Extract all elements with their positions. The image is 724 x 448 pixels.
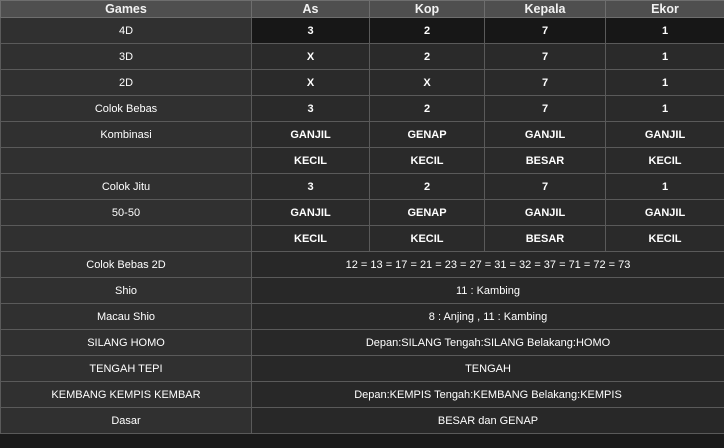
cell-as: 3 [252, 96, 370, 122]
row-value: BESAR dan GENAP [252, 408, 724, 434]
table-row-wide [1, 278, 724, 304]
cell-ekor: KECIL [606, 148, 724, 174]
header-as: As [252, 1, 370, 18]
cell-as: GANJIL [252, 200, 370, 226]
table-row [1, 70, 724, 96]
header-kop: Kop [370, 1, 485, 18]
row-label: TENGAH TEPI [1, 356, 252, 382]
row-label: Kombinasi [1, 122, 252, 148]
cell-kepala: BESAR [485, 226, 606, 252]
table-row [1, 122, 724, 148]
row-label: Colok Jitu [1, 174, 252, 200]
row-value: TENGAH [252, 356, 724, 382]
cell-as: GANJIL [252, 122, 370, 148]
cell-kepala: 7 [485, 18, 606, 44]
cell-ekor: 1 [606, 96, 724, 122]
row-label [1, 226, 252, 252]
row-value: 11 : Kambing [252, 278, 724, 304]
cell-kop: GENAP [370, 122, 485, 148]
cell-as: 3 [252, 174, 370, 200]
cell-kepala: 7 [485, 96, 606, 122]
header-kepala: Kepala [485, 1, 606, 18]
cell-kop: KECIL [370, 148, 485, 174]
table-row [1, 174, 724, 200]
row-label: 4D [1, 18, 252, 44]
cell-ekor: 1 [606, 174, 724, 200]
cell-kepala: 7 [485, 70, 606, 96]
table-row [1, 148, 724, 174]
table-row-wide [1, 252, 724, 278]
cell-ekor: GANJIL [606, 122, 724, 148]
row-label: Colok Bebas 2D [1, 252, 252, 278]
table-row [1, 44, 724, 70]
cell-ekor: GANJIL [606, 200, 724, 226]
row-label: Colok Bebas [1, 96, 252, 122]
row-value: Depan:SILANG Tengah:SILANG Belakang:HOMO [252, 330, 724, 356]
table-row-wide [1, 304, 724, 330]
table-row-wide [1, 356, 724, 382]
cell-kepala: GANJIL [485, 200, 606, 226]
row-label: KEMBANG KEMPIS KEMBAR [1, 382, 252, 408]
cell-kepala: 7 [485, 44, 606, 70]
cell-kop: 2 [370, 44, 485, 70]
row-value: 12 = 13 = 17 = 21 = 23 = 27 = 31 = 32 = 37 = 71 = 72 = 73 [252, 252, 724, 278]
table-row [1, 96, 724, 122]
cell-kop: GENAP [370, 200, 485, 226]
cell-as: 3 [252, 18, 370, 44]
cell-kop: 2 [370, 96, 485, 122]
row-label: Dasar [1, 408, 252, 434]
row-label [1, 148, 252, 174]
cell-as: KECIL [252, 226, 370, 252]
table-row [1, 200, 724, 226]
cell-kepala: GANJIL [485, 122, 606, 148]
table-row-wide [1, 408, 724, 434]
row-label: Shio [1, 278, 252, 304]
cell-as: X [252, 44, 370, 70]
cell-ekor: 1 [606, 70, 724, 96]
header-ekor: Ekor [606, 1, 724, 18]
cell-kop: X [370, 70, 485, 96]
header-games: Games [1, 1, 252, 18]
table-row [1, 226, 724, 252]
cell-kop: 2 [370, 18, 485, 44]
row-label: Macau Shio [1, 304, 252, 330]
cell-kop: 2 [370, 174, 485, 200]
row-value: 8 : Anjing , 11 : Kambing [252, 304, 724, 330]
table-row-wide [1, 382, 724, 408]
cell-ekor: 1 [606, 44, 724, 70]
cell-as: KECIL [252, 148, 370, 174]
cell-ekor: KECIL [606, 226, 724, 252]
cell-kepala: BESAR [485, 148, 606, 174]
cell-kepala: 7 [485, 174, 606, 200]
row-label: 3D [1, 44, 252, 70]
header-row [1, 1, 724, 18]
table-row-wide [1, 330, 724, 356]
cell-kop: KECIL [370, 226, 485, 252]
row-label: SILANG HOMO [1, 330, 252, 356]
row-label: 2D [1, 70, 252, 96]
cell-ekor: 1 [606, 18, 724, 44]
row-label: 50-50 [1, 200, 252, 226]
row-value: Depan:KEMPIS Tengah:KEMBANG Belakang:KEMPIS [252, 382, 724, 408]
cell-as: X [252, 70, 370, 96]
table-row [1, 18, 724, 44]
